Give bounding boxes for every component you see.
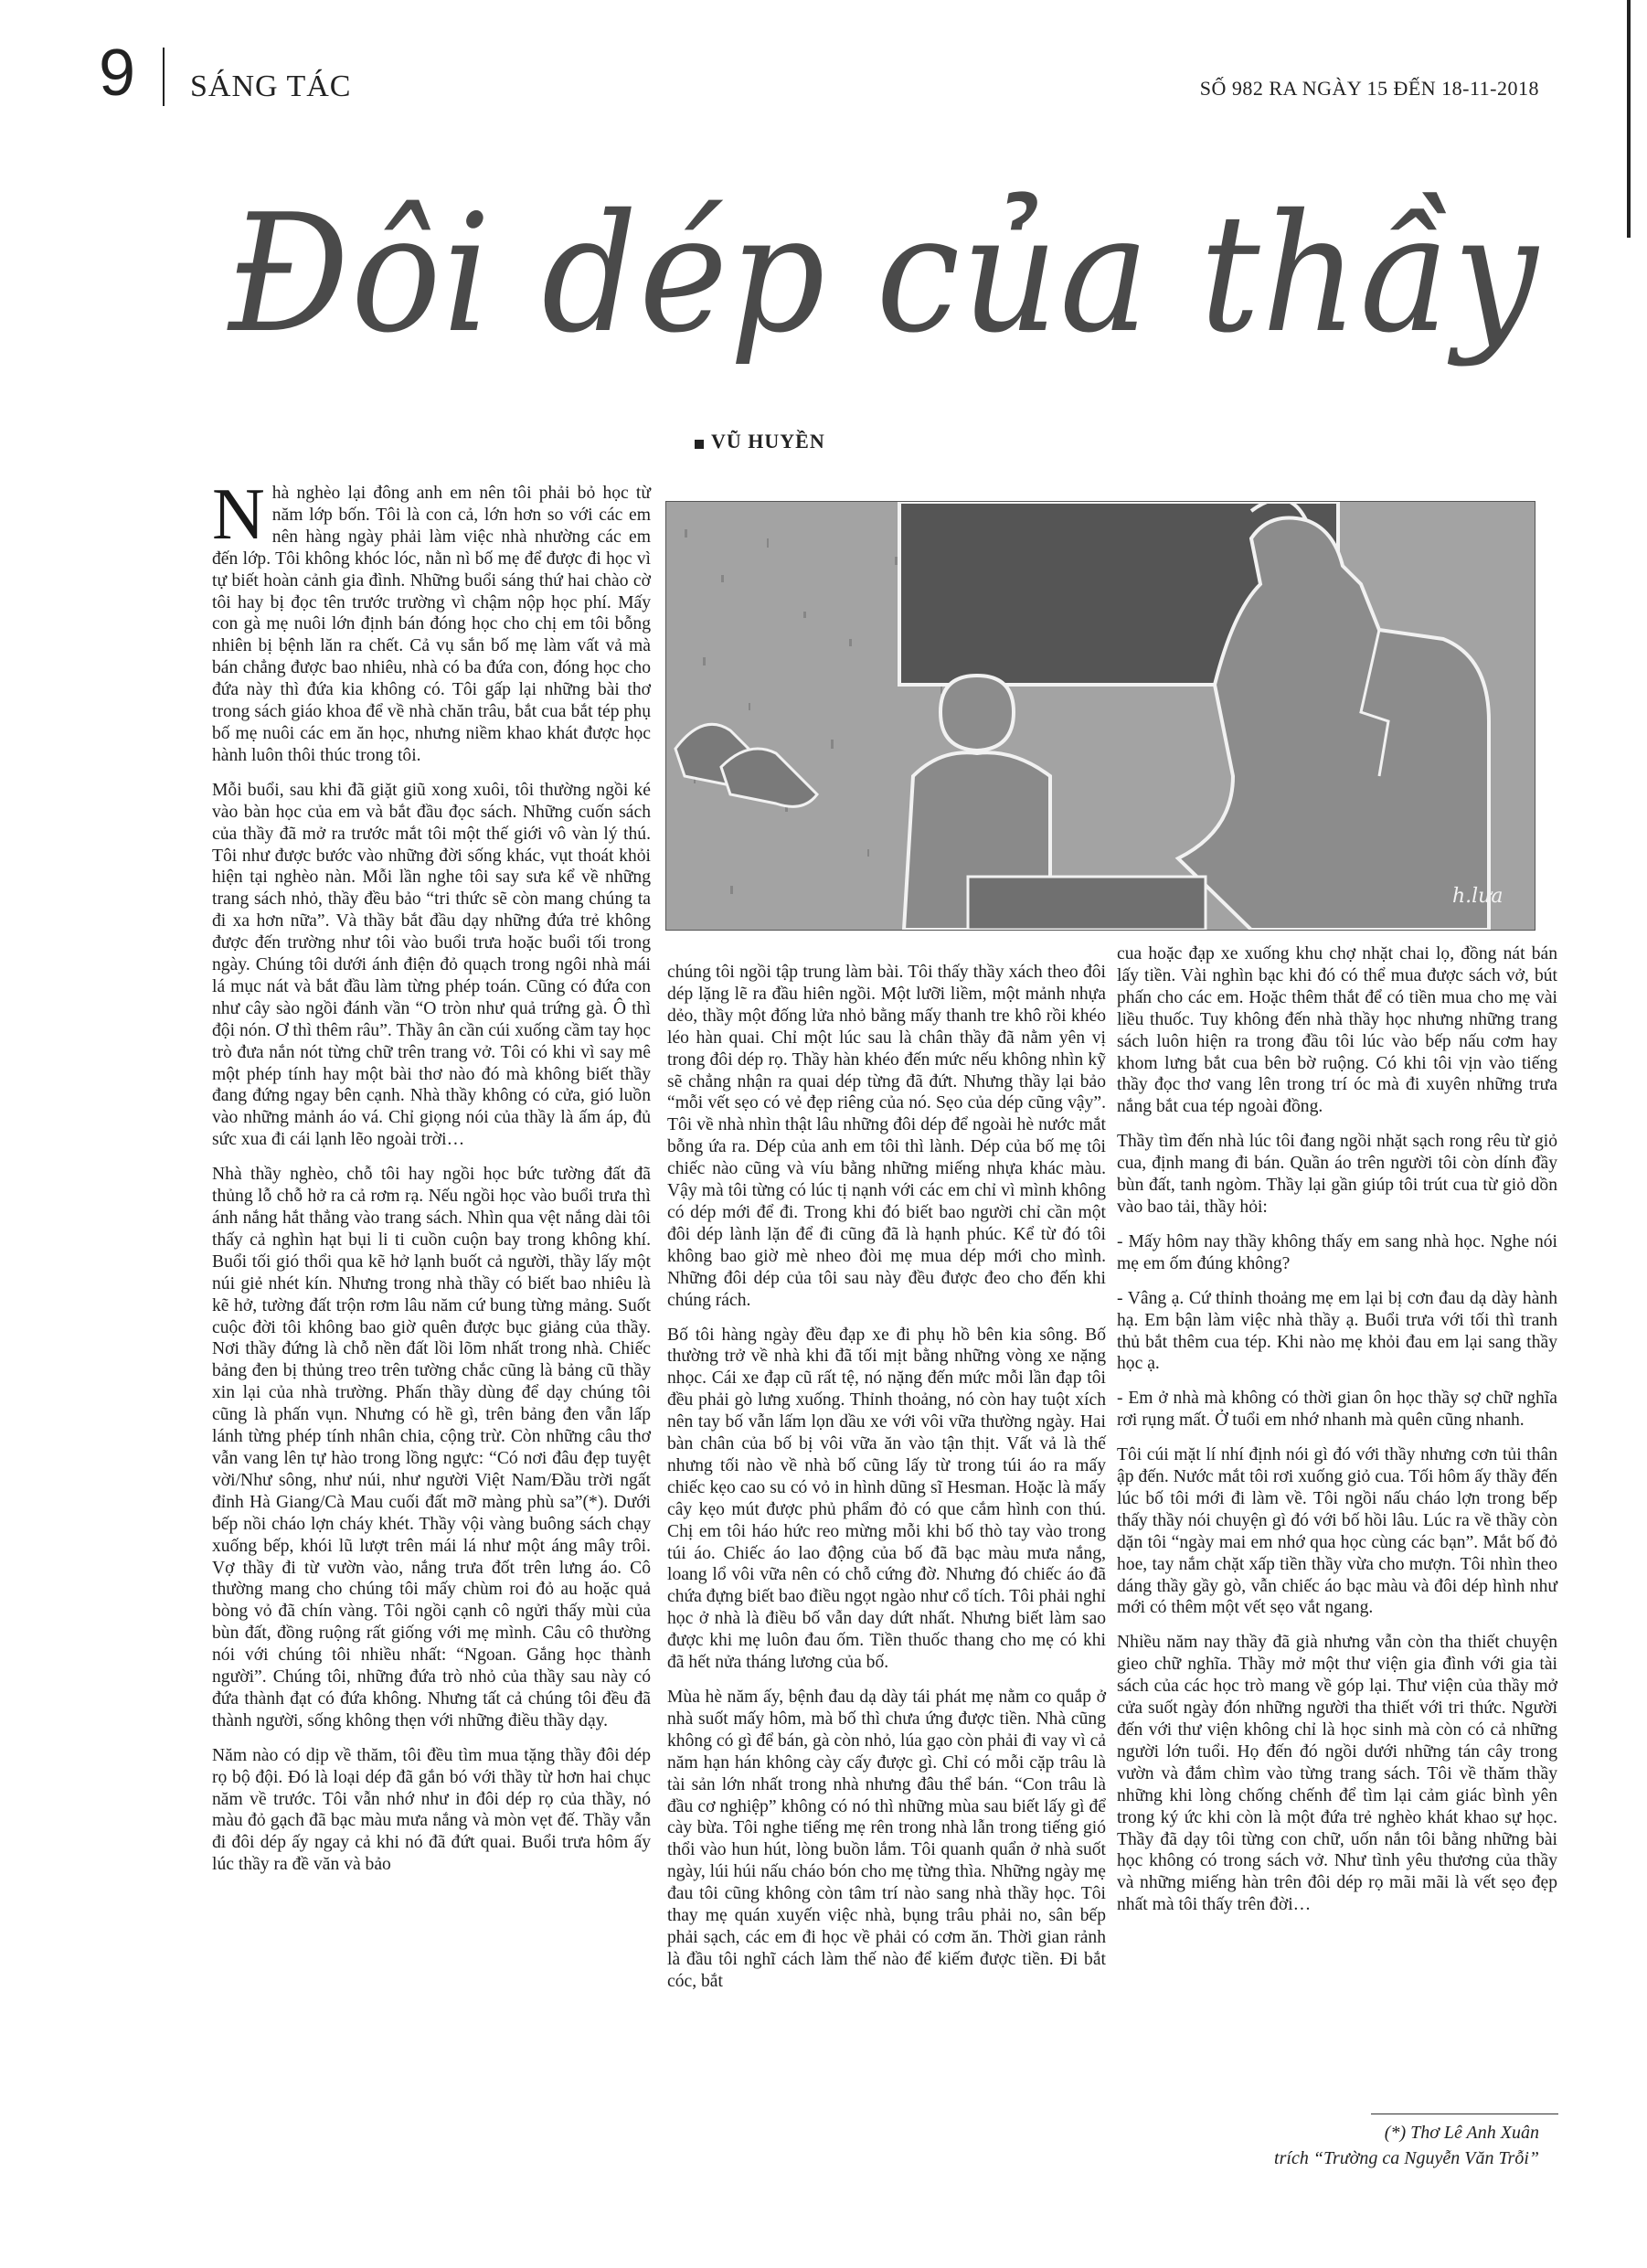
header-divider <box>163 48 165 106</box>
article-column-3 <box>1117 943 1557 2214</box>
paragraph: cua hoặc đạp xe xuống khu chợ nhặt chai lọ, đồng nát bán lấy tiền. Vài nghìn bạc khi đó có thể mua được sách vở, bút phấn cho các em. Hoặc thêm thắt để có tiền mua cho mẹ vài liều thuốc. Tuy không đến nhà thầy học nhưng những trang sách luôn hiện ra trong đầu tôi lúc vào bếp nấu cơm hay khom lưng bắt cua bên bờ ruộng. Có khi tôi vịn vào tiếng thầy đọc thơ vang lên trong trí óc mà đi xuyên những trưa nắng bắt cua tép ngoài đồng. <box>1117 944 1557 1117</box>
article-column-2 <box>667 962 1106 2214</box>
dialogue-line: - Vâng ạ. Cứ thỉnh thoảng mẹ em lại bị cơn đau dạ dày hành hạ. Em bận làm việc nhà thầy ạ. Buổi trưa với tối thì tranh thủ bắt thêm cua tép. Khi nào mẹ khỏi đau em lại sang thầy học ạ. <box>1117 1288 1557 1374</box>
paragraph: Nhiều năm nay thầy đã già nhưng vẫn còn tha thiết chuyện gieo chữ nghĩa. Thầy mở một thư viện gia đình với gia tài sách của các học trò mang về góp lại. Thư viện của thầy mở cửa suốt ngày đón những người tha thiết với tri thức. Người đến với thư viện không chỉ là học sinh mà còn có cả những người lớn tuổi. Họ đến đó ngồi dưới những tán cây trong vườn và đắm chìm vào từng trang sách. Tôi về thăm thầy những khi lòng chống chếnh để tìm lại cảm giác bình yên trong ký ức khi còn là một đứa trẻ nghèo khát khao sự học. Thầy đã dạy tôi từng con chữ, uốn nắn tôi bằng những bài học không có trong sách vở. Như tình yêu thương của thầy và những miếng hàn trên đôi dép rọ mãi mãi là vết sẹo đẹp nhất mà tôi thấy trên đời… <box>1117 1633 1557 1915</box>
dialogue-line: - Em ở nhà mà không có thời gian ôn học thầy sợ chữ nghĩa rơi rụng mất. Ở tuổi em nhớ nhanh mà quên cũng nhanh. <box>1117 1389 1557 1431</box>
paragraph: Mùa hè năm ấy, bệnh đau dạ dày tái phát mẹ nằm co quắp ở nhà suốt mấy hôm, mà bố thì chưa ứng được tiền. Nhà cũng không có gì để bán, gà còn nhỏ, lúa gạo còn phải đi vay vì cả năm hạn hán không cày cấy được gì. Chỉ có mỗi cặp trâu là tài sản lớn nhất trong nhà nhưng đâu thể bán. “Con trâu là đầu cơ nghiệp” không có nó thì những mùa sau biết lấy gì để cày bừa. Tôi nghe tiếng mẹ rên trong nhà lẫn trong tiếng gió thổi vào hun hút, lòng buồn lắm. Tôi quanh quẩn ở nhà suốt ngày, lúi húi nấu cháo bón cho mẹ từng thìa. Những ngày mẹ đau tôi cũng không còn tâm trí nào sang nhà thầy học. Tôi thay mẹ quán xuyến việc nhà, bụng trâu phải no, sân bếp phải sạch, các em đi học về phải có cơm ăn. Thời gian rảnh là đầu tôi nghĩ cách làm thế nào để kiếm được tiền. Đi bắt cóc, bắt <box>667 1688 1106 1991</box>
article-title: Đôi dép của thầy <box>228 179 1540 368</box>
paragraph-text: hà nghèo lại đông anh em nên tôi phải bỏ học từ năm lớp bốn. Tôi là con cả, lớn hơn so với các em nên hàng ngày phải làm việc nhà nhường các em đến lớp. Tôi không khóc lóc, nằn nì bố mẹ để được đi học vì tự biết hoàn cảnh gia đình. Những buổi sáng thứ hai chào cờ tôi hay bị đọc tên trước trường vì chậm nộp học phí. Mấy con gà mẹ nuôi lớn định bán đóng học cho chị em tôi bỗng nhiên bị bệnh lăn ra chết. Cả vụ sắn bố mẹ làm vất vả mà bán chẳng được bao nhiêu, nhà có ba đứa con, đóng học cho đứa này thì đứa kia không có. Tôi gấp lại những bài thơ trong sách giáo khoa để về nhà chăn trâu, bắt cua bắt tép phụ bố mẹ nuôi các em ăn học, nhưng niềm khao khát được học hành luôn thôi thúc trong tôi. <box>212 484 651 765</box>
paragraph <box>212 474 651 767</box>
dialogue-line: - Mấy hôm nay thầy không thấy em sang nhà học. Nghe nói mẹ em ốm đúng không? <box>1117 1231 1557 1273</box>
author-bullet <box>695 440 704 449</box>
illustration-signature: h.lưa <box>1452 885 1504 908</box>
drop-cap: N <box>212 474 265 555</box>
paragraph: Mỗi buổi, sau khi đã giặt giũ xong xuôi, tôi thường ngồi ké vào bàn học của em và bắt đầu đọc sách. Những cuốn sách của thầy đã mở ra trước mắt tôi một thế giới vô vàn lý thú. Tôi như được bước vào những đời sống khác, vụt thoát khỏi hiện tại nghèo nàn. Mỗi lần nghe tôi say sưa kể về những trang sách nhỏ, thầy đều bảo “tri thức sẽ còn mang chúng ta đi xa hơn nữa”. Và thầy bắt đầu dạy những đứa trẻ không được đến trường như tôi vào buổi trưa hoặc buổi tối trong ngày. Chúng tôi dưới ánh điện đỏ quạch trong ngôi nhà mái lá mục nát và bắt đầu làm từng phép toán. Cũng có đứa con như cây sào ngồi đánh vần “O tròn như quả trứng gà. Ô thì đội nón. Ơ thì thêm râu”. Thầy ân cần cúi xuống cầm tay học trò đưa nắn nót từng chữ trên trang vở. Tôi có khi vì say mê một phép tính hay một bài thơ nào đó mà không biết thầy đang đứng ngay bên cạnh. Nhà thầy không có cửa, gió luồn vào những mảnh áo vá. Chỉ giọng nói của thầy là ấm áp, đủ sức xua đi cái lạnh lẽo ngoài trời… <box>212 780 651 1150</box>
paragraph: Năm nào có dịp về thăm, tôi đều tìm mua tặng thầy đôi dép rọ bộ đội. Đó là loại dép đã gắn bó với thầy từ hơn hai chục năm về trước. Tôi vẫn nhớ như in đôi dép rọ của thầy, nó màu đỏ gạch đã bạc màu mưa nắng và mòn vẹt đế. Thầy vẫn đi đôi dép ấy ngay cả khi nó đã đứt quai. Buổi trưa hôm ấy lúc thầy ra đề văn và bảo <box>212 1745 651 1875</box>
article-illustration <box>665 501 1535 931</box>
paragraph: Nhà thầy nghèo, chỗ tôi hay ngồi học bức tường đất đã thủng lỗ chỗ hở ra cả rơm rạ. Nếu ngồi học vào buổi trưa thì ánh nắng hắt thẳng vào trang sách. Nhìn qua vệt nắng dài tôi thấy cả nghìn hạt bụi li ti cuồn cuộn bay trong không khí. Buổi tối gió thổi qua kẽ hở lạnh buốt cả người, thầy lấy một núi giẻ nhét kín. Nhưng trong nhà thầy có biết bao nhiêu là kẽ hở, tường đất trộn rơm lâu năm cứ bung từng mảng. Suốt cuộc đời tôi không bao giờ quên được bục giảng của thầy. Nơi thầy đứng là chỗ nền đất lồi lõm nhất trong nhà. Chiếc bảng đen bị thủng treo trên tường chắc cũng là bảng cũ thầy xin lại của nhà trường. Phấn thầy dùng để dạy chúng tôi cũng là phấn vụn. Nhưng có hề gì, trên bảng đen vẫn lấp lánh từng phép tính nhân chia, cộng trừ. Còn những câu thơ vẫn vang lên tự hào trong lồng ngực: “Có nơi đâu đẹp tuyệt vời/Như sông, như núi, như người Việt Nam/Đầu trời ngất đỉnh Hà Giang/Cà Mau cuối đất mỡ màng phù sa”(*). Dưới bếp nồi cháo lợn cháy khét. Thầy vội vàng buông sách chạy xuống bếp, khói lũ lượt trên mái lá như một áng mây trôi. Vợ thầy đi từ vườn vào, nắng trưa đốt trên lưng áo. Cô thường mang cho chúng tôi mấy chùm roi đỏ au hoặc quả bòng vỏ đã chín vàng. Tôi ngồi cạnh cô ngửi thấy mùi của bùn đất, đồng ruộng rất giống với mẹ mình. Câu cô thường nói với chúng tôi nhiều nhất: “Ngoan. Gắng học thành người”. Chúng tôi, những đứa trò nhỏ của thầy sau này có đứa thành đạt có đứa không. Nhưng tất cả chúng tôi đều đã thành người, sống không thẹn với những điều thầy dạy. <box>212 1165 651 1730</box>
article-author: VŨ HUYỀN <box>711 430 825 453</box>
issue-info: SỐ 982 RA NGÀY 15 ĐẾN 18-11-2018 <box>1199 77 1539 100</box>
article-column-1 <box>212 474 651 2210</box>
section-label: SÁNG TÁC <box>190 69 352 103</box>
paragraph: Thầy tìm đến nhà lúc tôi đang ngồi nhặt sạch rong rêu từ giỏ cua, định mang đi bán. Quần áo trên người tôi còn dính đầy bùn đất, tanh ngòm. Thầy lại gần giúp tôi trút cua từ giỏ dồn vào bao tải, thầy hỏi: <box>1117 1132 1557 1217</box>
illustration-drawing <box>666 502 1535 930</box>
paragraph: Tôi cúi mặt lí nhí định nói gì đó với thầy nhưng cơn tủi thân ập đến. Nước mắt tôi rơi xuống giỏ cua. Tối hôm ấy thầy đến lúc bố tôi mới đi làm về. Tôi ngồi nấu cháo lợn trong bếp thấy thầy nói chuyện gì đó với bố hồi lâu. Lúc ra về thầy còn dặn tôi “ngày mai em nhớ qua học cùng các bạn”. Mắt bố đỏ hoe, tay nắm chặt xấp tiền thầy vừa cho mượn. Tôi nhìn theo dáng thầy gầy gò, vẫn chiếc áo bạc màu và đôi dép hình như mới có thêm một vết sẹo vắt ngang. <box>1117 1445 1557 1618</box>
footnote-source: (*) Thơ Lê Anh Xuân <box>1384 2123 1539 2143</box>
page-number: 9 <box>99 37 136 110</box>
footnote-excerpt: trích “Trường ca Nguyễn Văn Trỗi” <box>1274 2148 1539 2168</box>
paragraph: chúng tôi ngồi tập trung làm bài. Tôi thấy thầy xách theo đôi dép lặng lẽ ra đầu hiên ngồi. Một lưỡi liềm, một mảnh nhựa dẻo, thầy một đống lửa nhỏ bằng mấy thanh tre khô rồi khéo léo hàn quai. Chỉ một lúc sau là chân thầy đã nằm yên vị trong đôi dép rọ. Thầy hàn khéo đến mức nếu không nhìn kỹ sẽ chẳng nhận ra quai dép từng đã đứt. Nhưng thầy lại bảo “mỗi vết sẹo có vẻ đẹp riêng của nó. Sẹo của dép cũng vậy”. Tôi về nhà nhìn thật lâu những đôi dép để ngoài hè nước mắt bỗng ứa ra. Dép của anh em tôi thì lành. Dép của bố mẹ tôi chiếc nào cũng và víu bằng những miếng nhựa khác màu. Vậy mà tôi từng có lúc tị nạnh với các em chỉ vì mình không có dép mới để đi. Trong khi đó biết bao người chỉ cần một đôi dép lành lặn để đi cũng đã là hạnh phúc. Kể từ đó tôi không bao giờ mè nheo đòi mẹ mua dép mới cho mình. Những đôi dép của tôi sau này đều được đeo cho đến khi chúng rách. <box>667 963 1106 1310</box>
paragraph: Bố tôi hàng ngày đều đạp xe đi phụ hồ bên kia sông. Bố thường trở về nhà khi đã tối mịt bằng những vòng xe nặng nhọc. Cái xe đạp cũ rất tệ, nó nặng đến mức mỗi lần đạp tôi đều phải gò lưng xuống. Thỉnh thoảng, nó còn hay tuột xích nên tay bố vẫn lấm lọn dầu xe với vôi vữa thường ngày. Hai bàn chân của bố bị vôi vữa ăn vào tận thịt. Vất vả là thế nhưng tối nào về nhà bố cũng lấy từ trong túi áo ra mấy chiếc kẹo cao su có vỏ in hình dũng sĩ Hesman. Hoặc là mấy cây kẹo mút được phủ phẩm đỏ có que cắm hình con thú. Chị em tôi háo hức reo mừng mỗi khi bố thò tay vào trong túi áo. Chiếc áo lao động của bố đã bạc màu mưa nắng, loang lổ vôi vữa nên có chỗ cứng đờ. Nhưng đó chiếc áo đã chứa đựng biết bao điều ngọt ngào như cổ tích. Tôi phải nghỉ học ở nhà là điều bố vẫn day dứt nhất. Nhưng biết làm sao được khi mẹ luôn đau ốm. Tiền thuốc thang cho mẹ có khi đã hết nửa tháng lương của bố. <box>667 1325 1106 1673</box>
page-edge-rule <box>1627 0 1631 238</box>
